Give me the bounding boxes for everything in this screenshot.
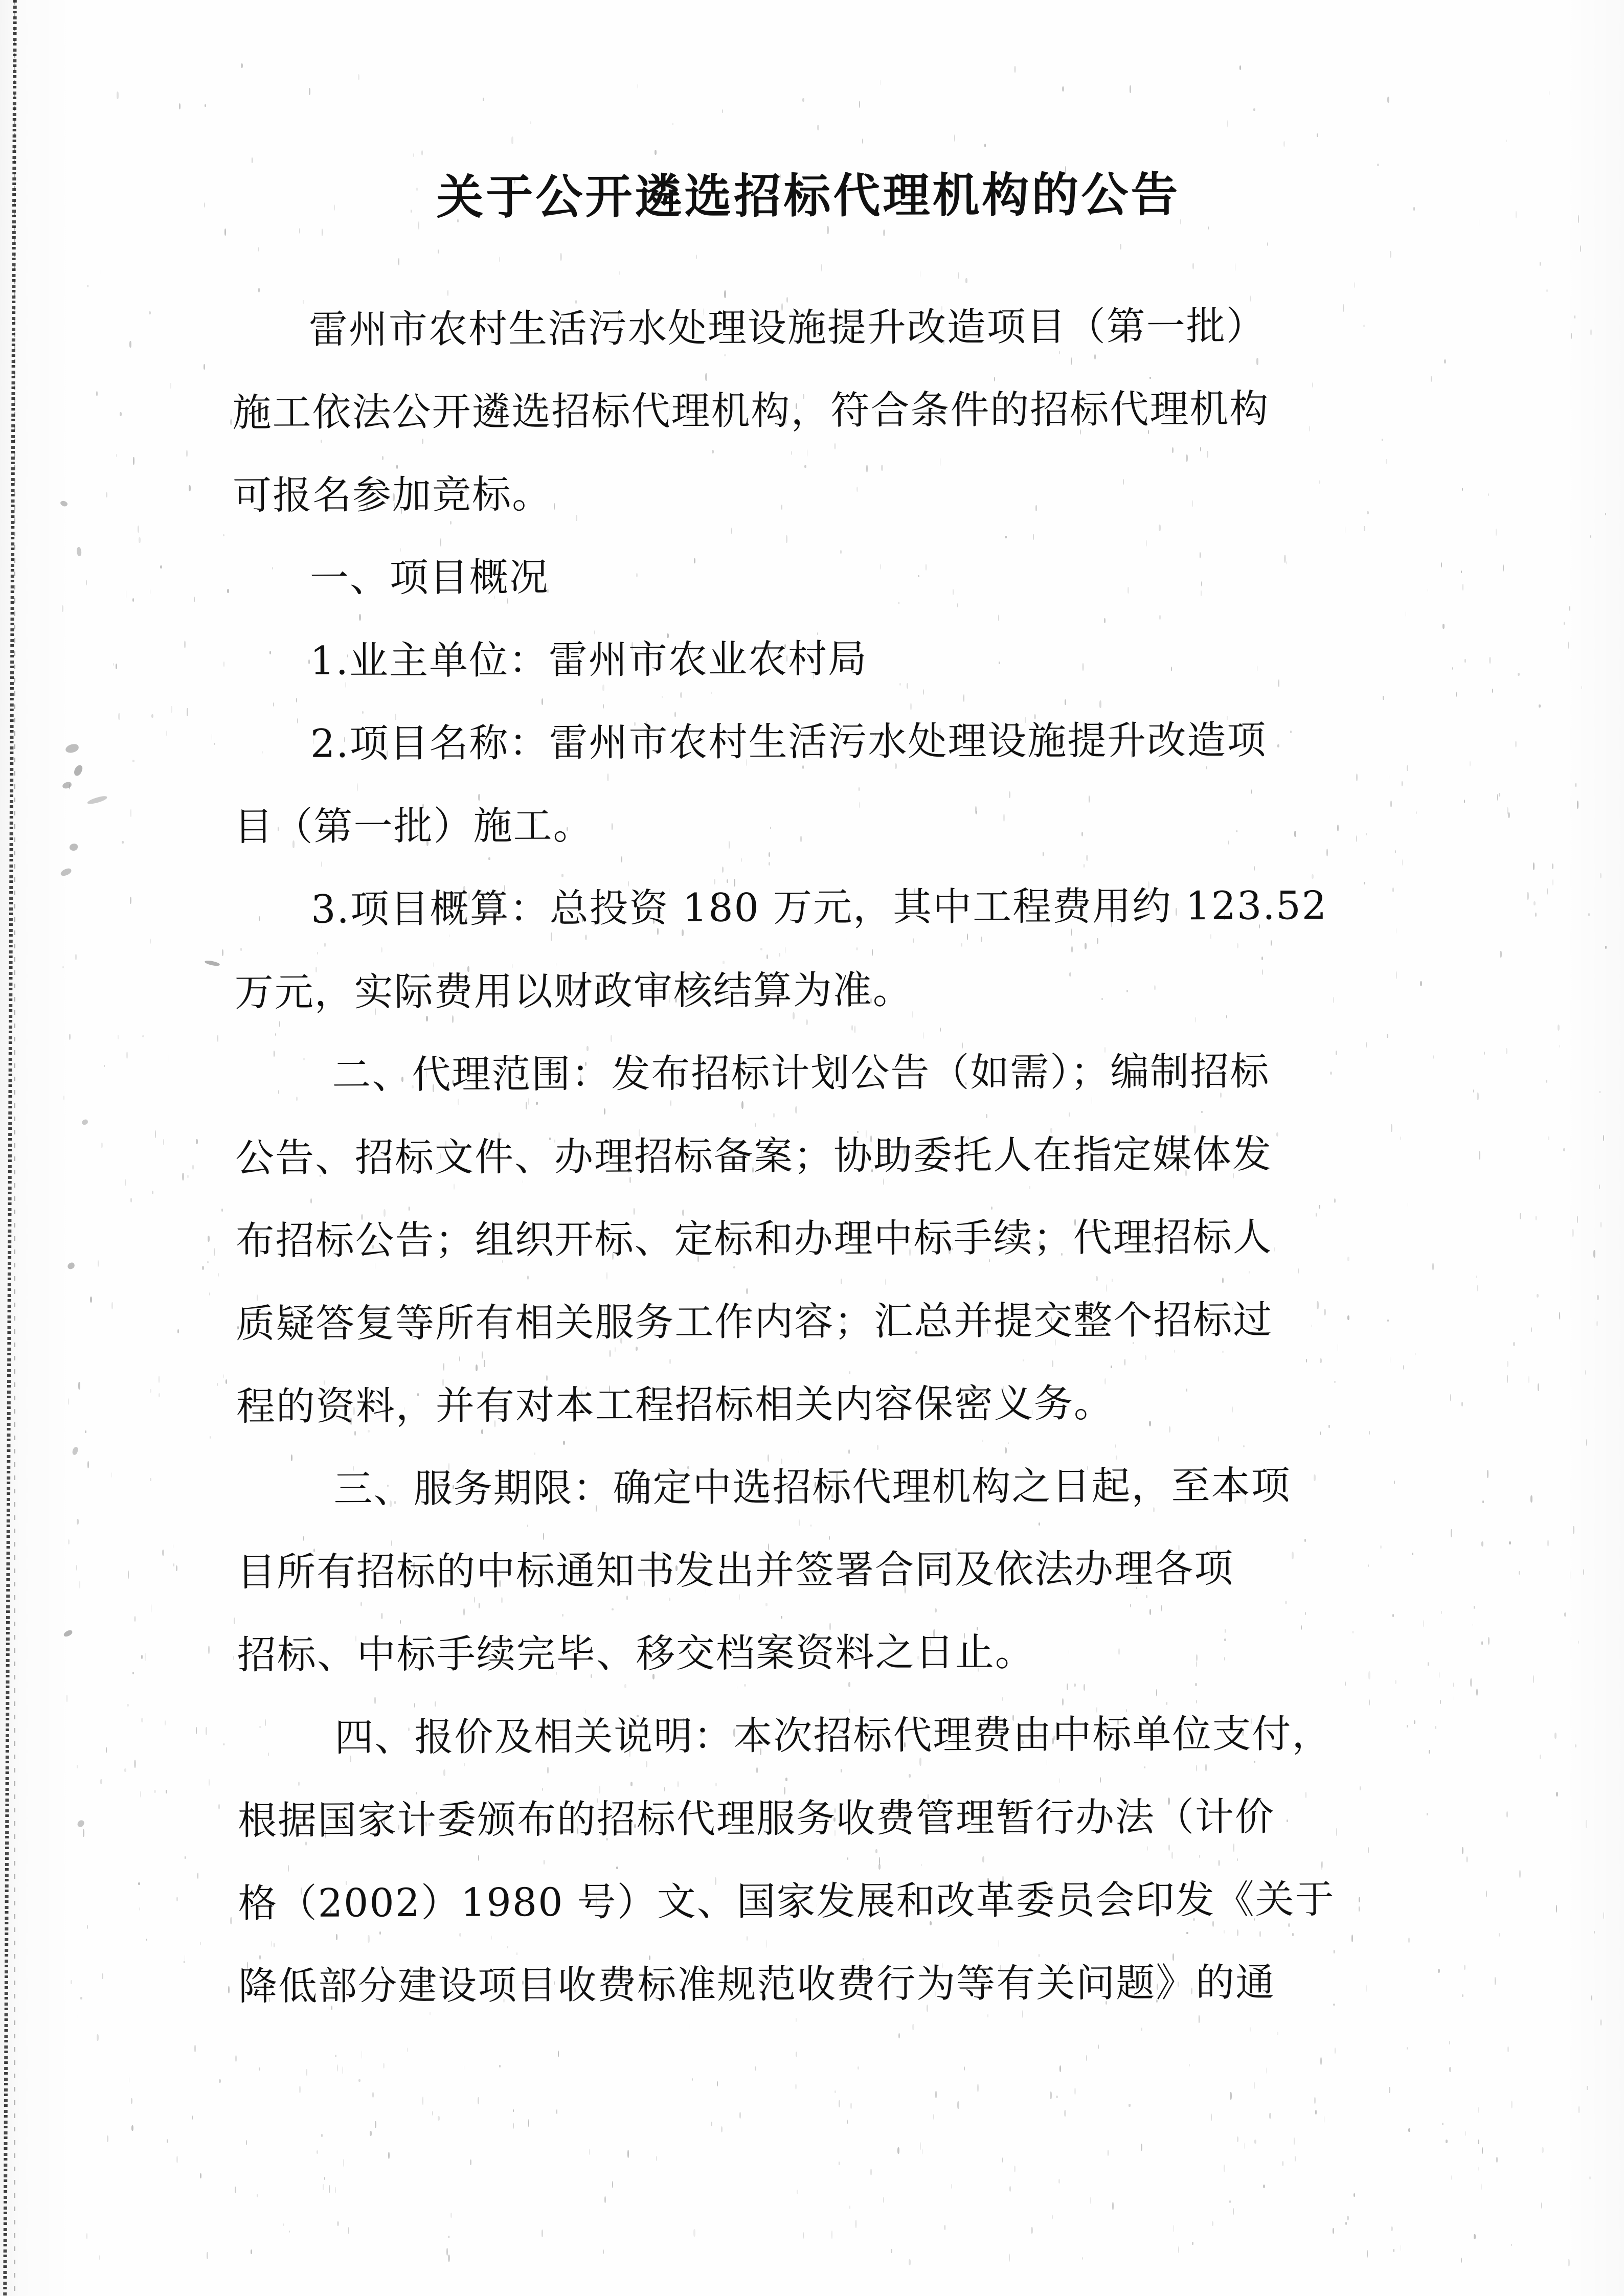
section-2-line-5: 程的资料，并有对本工程招标相关内容保密义务。 <box>236 1380 1114 1429</box>
section-1-item-1: 1.业主单位：雷州市农业农村局 <box>310 635 868 684</box>
section-1-item-2-line-2: 目（第一批）施工。 <box>234 802 593 850</box>
intro-line-2: 施工依法公开遴选招标代理机构，符合条件的招标代理机构 <box>232 385 1270 436</box>
page-title-text: 关于公开遴选招标代理机构的公告 <box>436 167 1181 225</box>
document-text-block <box>232 284 1389 2028</box>
section-3-line-1: 三、服务期限：确定中选招标代理机构之日起，至本项 <box>333 1462 1291 1512</box>
page-title <box>0 155 1620 229</box>
section-4-line-4: 降低部分建设项目收费标准规范收费行为等有关问题》的通 <box>238 1959 1276 2009</box>
section-1-heading: 一、项目概况 <box>309 554 549 601</box>
section-2-line-1: 二、代理范围：发布招标计划公告（如需）；编制招标 <box>332 1048 1270 1098</box>
section-4-line-2: 根据国家计委颁布的招标代理服务收费管理暂行办法（计价 <box>237 1793 1275 1844</box>
section-3-line-2: 目所有招标的中标通知书发出并签署合同及依法办理各项 <box>237 1545 1234 1595</box>
section-2-line-3: 布招标公告；组织开标、定标和办理中标手续；代理招标人 <box>235 1214 1273 1264</box>
section-4-line-1: 四、报价及相关说明：本次招标代理费由中标单位支付， <box>334 1711 1332 1760</box>
section-1-item-3-line-2: 万元，实际费用以财政审核结算为准。 <box>234 967 913 1015</box>
section-4-line-3: 格（2002）1980 号）文、国家发展和改革委员会印发《关于 <box>238 1876 1335 1926</box>
section-2-line-4: 质疑答复等所有相关服务工作内容；汇总并提交整个招标过 <box>236 1297 1273 1347</box>
section-3-line-3: 招标、中标手续完毕、移交档案资料之日止。 <box>237 1629 1035 1678</box>
intro-line-1: 雷州市农村生活污水处理设施提升改造项目（第一批） <box>308 303 1267 352</box>
intro-line-3: 可报名参加竞标。 <box>232 471 552 518</box>
section-1-item-3-line-1: 3.项目概算：总投资 180 万元，其中工程费用约 123.52 <box>311 882 1328 932</box>
section-2-line-2: 公告、招标文件、办理招标备案；协助委托人在指定媒体发 <box>235 1131 1273 1181</box>
section-1-item-2-line-1: 2.项目名称：雷州市农村生活污水处理设施提升改造项 <box>310 717 1267 766</box>
